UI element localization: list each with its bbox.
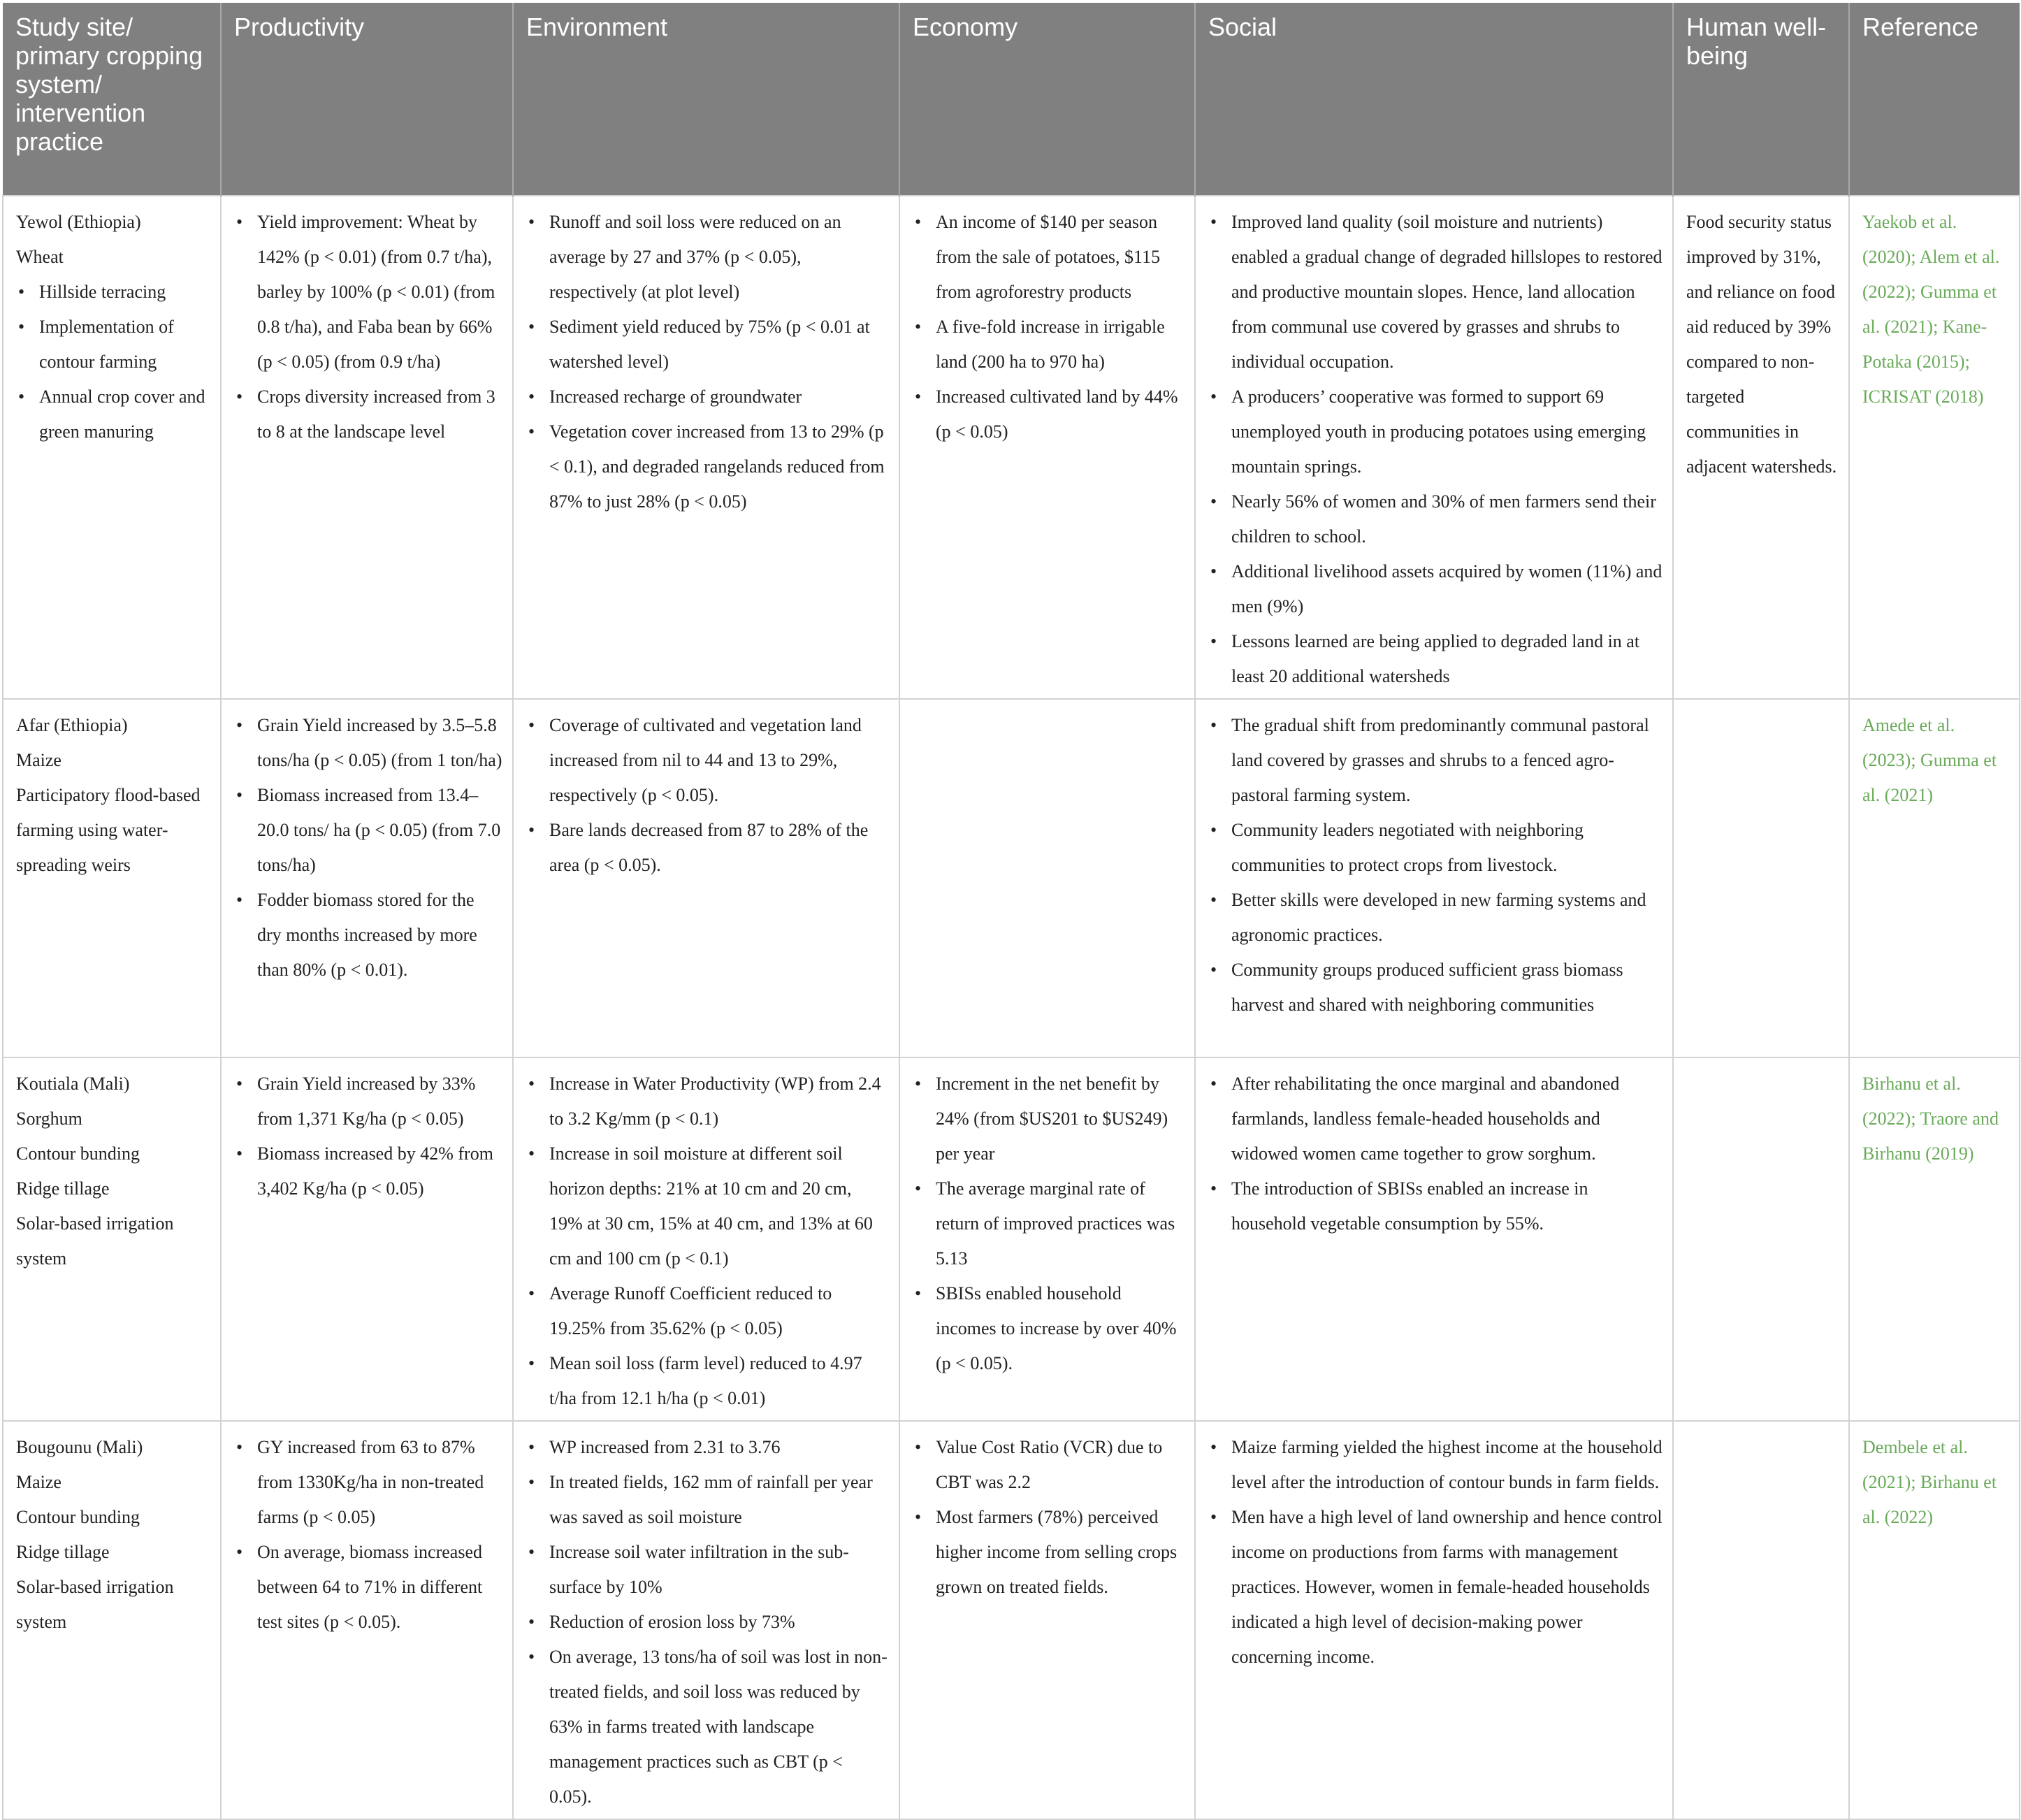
list-item: • Maize farming yielded the highest income at the household level after the introduction of contour bunds in farm fields. bbox=[1231, 1430, 1663, 1500]
list-item: • On average, 13 tons/ha of soil was lost in non-treated fields, and soil loss was reduced by 63% in farms treated with landscape management practices such as CBT (p < 0.05). bbox=[549, 1640, 889, 1814]
list-item: • Most farmers (78%) perceived higher income from selling crops grown on treated fields. bbox=[936, 1500, 1185, 1605]
list-item: • Runoff and soil loss were reduced on an average by 27 and 37% (p < 0.05), respectively (at plot level) bbox=[549, 205, 889, 310]
productivity-cell bbox=[221, 196, 513, 699]
crop-name: Maize bbox=[16, 1472, 61, 1492]
header-social: Social bbox=[1195, 3, 1673, 196]
economy-cell bbox=[899, 196, 1195, 699]
list-item: • Crops diversity increased from 3 to 8 at the landscape level bbox=[257, 380, 502, 449]
social-cell bbox=[1195, 1421, 1673, 1819]
list-item: • Coverage of cultivated and vegetation land increased from nil to 44 and 13 to 29%, respectively (p < 0.05). bbox=[549, 708, 889, 813]
environment-cell bbox=[513, 196, 899, 699]
list-item: • Value Cost Ratio (VCR) due to CBT was 2.2 bbox=[936, 1430, 1185, 1500]
reference-link[interactable]: Birhanu et al. (2022); Traore and Birhanu (2019) bbox=[1849, 1057, 2020, 1421]
table-row bbox=[3, 1421, 2020, 1819]
list-item: • Reduction of erosion loss by 73% bbox=[549, 1605, 889, 1640]
crop-name: Maize bbox=[16, 750, 61, 770]
list-item: • Community groups produced sufficient grass biomass harvest and shared with neighboring communities bbox=[1231, 953, 1663, 1023]
economy-cell bbox=[899, 699, 1195, 1057]
list-item: • In treated fields, 162 mm of rainfall per year was saved as soil moisture bbox=[549, 1465, 889, 1535]
list-item: • Yield improvement: Wheat by 142% (p < 0.01) (from 0.7 t/ha), barley by 100% (p < 0.01) (from 0.8 t/ha), and Faba bean by 66% (p < 0.05) (from 0.9 t/ha) bbox=[257, 205, 502, 380]
study-site-cell bbox=[3, 196, 221, 699]
site-name: Bougounu (Mali) bbox=[16, 1437, 143, 1457]
productivity-cell bbox=[221, 1057, 513, 1421]
economy-cell bbox=[899, 1421, 1195, 1819]
list-item: • Additional livelihood assets acquired by women (11%) and men (9%) bbox=[1231, 554, 1663, 624]
table-row bbox=[3, 1057, 2020, 1421]
list-item: • Increased cultivated land by 44% (p < 0.05) bbox=[936, 380, 1185, 449]
list-item: • Fodder biomass stored for the dry months increased by more than 80% (p < 0.01). bbox=[257, 883, 502, 988]
social-cell bbox=[1195, 699, 1673, 1057]
study-site-cell bbox=[3, 699, 221, 1057]
wellbeing-cell bbox=[1673, 699, 1849, 1057]
list-item: • A five-fold increase in irrigable land (200 ha to 970 ha) bbox=[936, 310, 1185, 380]
list-item: • Biomass increased from 13.4–20.0 tons/ ha (p < 0.05) (from 7.0 tons/ha) bbox=[257, 778, 502, 883]
list-item: • Biomass increased by 42% from 3,402 Kg/ha (p < 0.05) bbox=[257, 1136, 502, 1206]
site-name: Koutiala (Mali) bbox=[16, 1074, 130, 1094]
study-site-cell bbox=[3, 1057, 221, 1421]
study-site-cell bbox=[3, 1421, 221, 1819]
list-item: • Grain Yield increased by 33% from 1,371 Kg/ha (p < 0.05) bbox=[257, 1067, 502, 1136]
list-item: • Bare lands decreased from 87 to 28% of the area (p < 0.05). bbox=[549, 813, 889, 883]
list-item: • The gradual shift from predominantly communal pastoral land covered by grasses and shrubs to a fenced agro-pastoral farming system. bbox=[1231, 708, 1663, 813]
list-item: • SBISs enabled household incomes to increase by over 40% (p < 0.05). bbox=[936, 1276, 1185, 1381]
crop-name: Sorghum bbox=[16, 1108, 82, 1129]
social-cell bbox=[1195, 1057, 1673, 1421]
list-item: • Increased recharge of groundwater bbox=[549, 380, 889, 414]
list-item: • WP increased from 2.31 to 3.76 bbox=[549, 1430, 889, 1465]
list-item: • GY increased from 63 to 87% from 1330Kg/ha in non-treated farms (p < 0.05) bbox=[257, 1430, 502, 1535]
wellbeing-cell bbox=[1673, 1421, 1849, 1819]
list-item: • Implementation of contour farming bbox=[39, 310, 210, 380]
list-item: • Improved land quality (soil moisture and nutrients) enabled a gradual change of degraded hillslopes to restored and productive mountain slopes. Hence, land allocation from communal use covered by grasses and shrubs to individual occupation. bbox=[1231, 205, 1663, 380]
header-economy: Economy bbox=[899, 3, 1195, 196]
header-reference: Reference bbox=[1849, 3, 2020, 196]
list-item: • Nearly 56% of women and 30% of men farmers send their children to school. bbox=[1231, 484, 1663, 554]
practice-text: Contour bunding bbox=[16, 1143, 140, 1164]
crop-name: Wheat bbox=[16, 247, 64, 267]
productivity-cell bbox=[221, 1421, 513, 1819]
list-item: • Hillside terracing bbox=[39, 275, 210, 310]
list-item: • Increase soil water infiltration in the sub-surface by 10% bbox=[549, 1535, 889, 1605]
practice-text: Contour bunding bbox=[16, 1507, 140, 1527]
practice-text: Ridge tillage bbox=[16, 1178, 110, 1199]
table-row bbox=[3, 196, 2020, 699]
header-environment: Environment bbox=[513, 3, 899, 196]
list-item: • Sediment yield reduced by 75% (p < 0.01 at watershed level) bbox=[549, 310, 889, 380]
reference-link[interactable]: Amede et al. (2023); Gumma et al. (2021) bbox=[1849, 699, 2020, 1057]
economy-cell bbox=[899, 1057, 1195, 1421]
reference-link[interactable]: Dembele et al. (2021); Birhanu et al. (2022) bbox=[1849, 1421, 2020, 1819]
wellbeing-cell bbox=[1673, 1057, 1849, 1421]
list-item: • Average Runoff Coefficient reduced to 19.25% from 35.62% (p < 0.05) bbox=[549, 1276, 889, 1346]
environment-cell bbox=[513, 1421, 899, 1819]
list-item: • Men have a high level of land ownership and hence control income on productions from farms with management practices. However, women in female-headed households indicated a high level of decision-making power concerning income. bbox=[1231, 1500, 1663, 1675]
list-item: • Increment in the net benefit by 24% (from $US201 to $US249) per year bbox=[936, 1067, 1185, 1171]
practice-text: Solar-based irrigation system bbox=[16, 1577, 174, 1632]
list-item: • A producers’ cooperative was formed to support 69 unemployed youth in producing potatoes using emerging mountain springs. bbox=[1231, 380, 1663, 484]
practice-text: Ridge tillage bbox=[16, 1542, 110, 1562]
list-item: • Grain Yield increased by 3.5–5.8 tons/ha (p < 0.05) (from 1 ton/ha) bbox=[257, 708, 502, 778]
list-item: • An income of $140 per season from the sale of potatoes, $115 from agroforestry products bbox=[936, 205, 1185, 310]
list-item: • The average marginal rate of return of improved practices was 5.13 bbox=[936, 1171, 1185, 1276]
environment-cell bbox=[513, 699, 899, 1057]
site-name: Afar (Ethiopia) bbox=[16, 715, 128, 735]
list-item: • Vegetation cover increased from 13 to 29% (p < 0.1), and degraded rangelands reduced from 87% to just 28% (p < 0.05) bbox=[549, 414, 889, 519]
list-item: • Increase in soil moisture at different soil horizon depths: 21% at 10 cm and 20 cm, 19% at 30 cm, 15% at 40 cm, and 13% at 60 cm and 100 cm (p < 0.1) bbox=[549, 1136, 889, 1276]
list-item: • Better skills were developed in new farming systems and agronomic practices. bbox=[1231, 883, 1663, 953]
environment-cell bbox=[513, 1057, 899, 1421]
social-cell bbox=[1195, 196, 1673, 699]
results-table bbox=[2, 3, 2020, 1820]
header-human-well-being: Human well-being bbox=[1673, 3, 1849, 196]
list-item: • Lessons learned are being applied to degraded land in at least 20 additional watersheds bbox=[1231, 624, 1663, 694]
site-name: Yewol (Ethiopia) bbox=[16, 212, 141, 232]
header-row bbox=[3, 3, 2020, 196]
list-item: • Increase in Water Productivity (WP) from 2.4 to 3.2 Kg/mm (p < 0.1) bbox=[549, 1067, 889, 1136]
wellbeing-cell: Food security status improved by 31%, and reliance on food aid reduced by 39% compared to non-targeted communities in adjacent watersheds. bbox=[1673, 196, 1849, 699]
list-item: • After rehabilitating the once marginal and abandoned farmlands, landless female-headed households and widowed women came together to grow sorghum. bbox=[1231, 1067, 1663, 1171]
reference-link[interactable]: Yaekob et al. (2020); Alem et al. (2022); Gumma et al. (2021); Kane-Potaka (2015); ICRISAT (2018) bbox=[1849, 196, 2020, 699]
practice-text: Solar-based irrigation system bbox=[16, 1213, 174, 1269]
table-row bbox=[3, 699, 2020, 1057]
header-study-site: Study site/ primary cropping system/ intervention practice bbox=[3, 3, 221, 196]
list-item: • The introduction of SBISs enabled an increase in household vegetable consumption by 55%. bbox=[1231, 1171, 1663, 1241]
list-item: • Annual crop cover and green manuring bbox=[39, 380, 210, 449]
practice-list bbox=[16, 275, 210, 449]
list-item: • Mean soil loss (farm level) reduced to 4.97 t/ha from 12.1 h/ha (p < 0.01) bbox=[549, 1346, 889, 1416]
list-item: • Community leaders negotiated with neighboring communities to protect crops from livestock. bbox=[1231, 813, 1663, 883]
list-item: • On average, biomass increased between 64 to 71% in different test sites (p < 0.05). bbox=[257, 1535, 502, 1640]
productivity-cell bbox=[221, 699, 513, 1057]
header-productivity: Productivity bbox=[221, 3, 513, 196]
practice-text: Participatory flood-based farming using water-spreading weirs bbox=[16, 785, 201, 875]
